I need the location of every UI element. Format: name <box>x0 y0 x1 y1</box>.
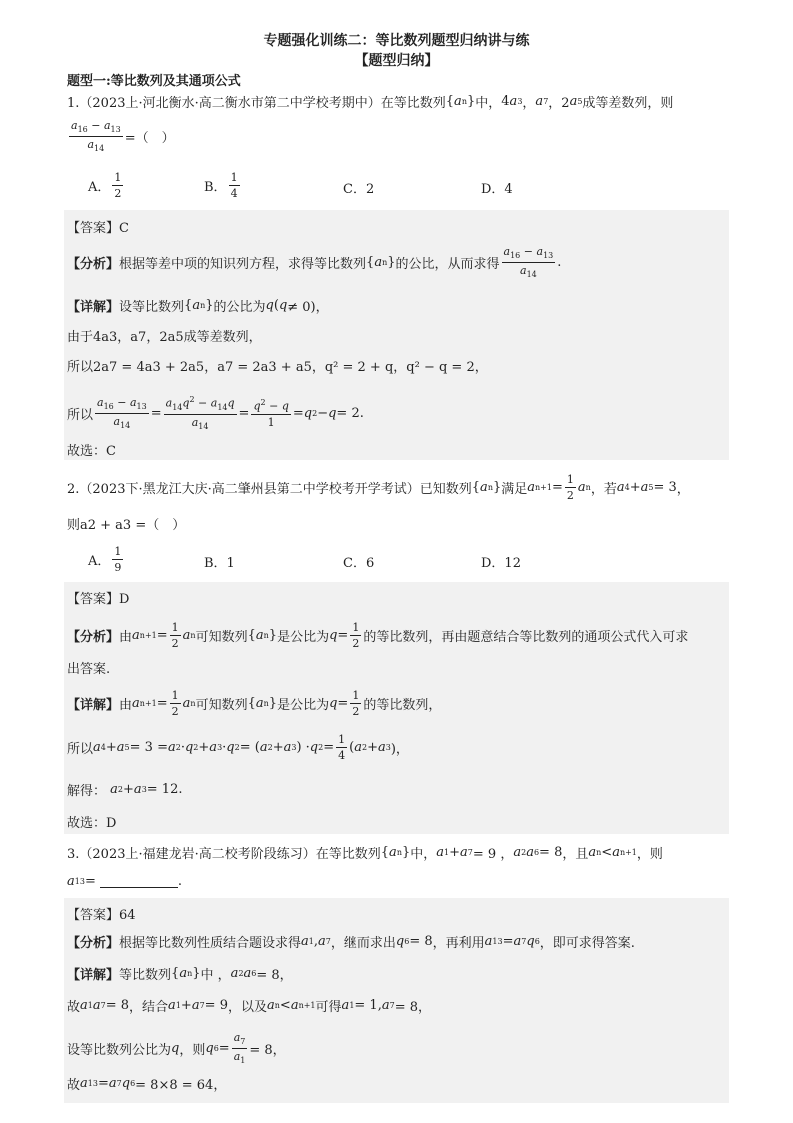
q2-detail-2: 所以 a 4 + a 5 = 3 = a 2 · q 2 + a 3 · q 2 = ( a 2 + a 3 ) · q 2 = $\frac{1}{4}$ ( a 2 + a 3 )， <box>67 733 409 762</box>
q2-answer: 【答案】D <box>67 592 130 607</box>
q3-detail-1: 【详解】 等比数列 { a n } 中 ， a 2 a 6 = 8， <box>67 966 293 983</box>
q2-detail-1: 【详解】 由 a n+1 = $\frac{1}{2}$ a n 可知数列 { a n } 是公比为 q = $\frac{1}{2}$ 的等比数列， <box>67 689 442 718</box>
q1-detail-4: 所以 $\frac{a_{16} - a_{13}}{a_{14}}$ = $\frac{a_{14}q^2 - a_{14}q}{a_{14}}$ = $\frac{q^2 - q}{1}$ = q 2 − q = 2. <box>67 395 364 432</box>
q3-detail-4: 故 a 13 = a 7 q 6 = 8×8 = 64， <box>67 1076 227 1093</box>
q3-stem-line2: a 13 = . <box>67 874 182 889</box>
q2-detail-3: 解得： a 2 + a 3 = 12. <box>67 782 183 799</box>
q3-detail-2: 故 a 1 a 7 = 8 ，结合 a 1 + a 7 = 9 ，以及 a n < a n+1 可得 a 1 = 1, a 7 = 8， <box>67 998 431 1015</box>
q1-analysis: 【分析】 根据等差中项的知识列方程，求得等比数列 { a n } 的公比，从而求得 $\frac{a_{16} - a_{13}}{a_{14}}$ . <box>67 245 562 280</box>
q3-blank[interactable] <box>100 875 178 888</box>
page-title: 专题强化训练二：等比数列题型归纳讲与练 <box>263 33 530 49</box>
q1-option-a: A． $\frac{1}{2}$ <box>88 171 122 200</box>
q2-stem-line2: 则a2 + a3 =（ ） <box>67 518 186 533</box>
q3-answer: 【答案】64 <box>67 908 136 923</box>
q3-analysis: 【分析】 根据等比数列性质结合题设求得 a 1 , a 7 ，继而求出 q 6 = 8 ，再利用 a 13 = a 7 q 6 ，即可求得答案. <box>67 934 635 951</box>
q1-stem: 1.（2023上·河北衡水·高二衡水市第二中学校考期中）在等比数列 { a n } 中， 4 a 3 ， a 7 ，2 a 5 成等差数列，则 <box>67 94 674 111</box>
q3-stem: 3.（2023上·福建龙岩·高二校考阶段练习）在等比数列 { a n } 中， a 1 + a 7 = 9 ， a 2 a 6 = 8 ，且 a n < a n+1 ，则 <box>67 845 663 862</box>
q1-option-c: C．2 <box>343 182 375 197</box>
q2-option-d: D．12 <box>481 556 521 571</box>
q1-conclusion: 故选：C <box>67 444 116 459</box>
q2-conclusion: 故选：D <box>67 816 117 831</box>
q1-detail-2: 由于4a3，a7，2a5成等差数列， <box>67 330 262 345</box>
page-subtitle: 【题型归纳】 <box>354 53 439 69</box>
section-heading: 题型一:等比数列及其通项公式 <box>67 74 241 89</box>
q1-answer: 【答案】C <box>67 221 129 236</box>
q2-stem: 2.（2023下·黑龙江大庆·高二肇州县第二中学校考开学考试）已知数列 { a n } 满足 a n+1 = $\frac{1}{2}$ a n ，若 a 4 + a 5 = 3 ， <box>67 473 690 502</box>
q1-detail-3: 所以2a7 = 4a3 + 2a5，a7 = 2a3 + a5，q² = 2 + q，q² − q = 2， <box>67 360 488 375</box>
q1-expression: $\frac{a_{16} - a_{13}}{a_{14}}$ =（ ） <box>71 119 175 154</box>
q1-detail-1: 【详解】 设等比数列 { a n } 的公比为 q ( q ≠ 0)， <box>67 298 329 315</box>
q2-analysis-line2: 出答案. <box>67 662 111 677</box>
q2-option-b: B．1 <box>204 556 235 571</box>
q2-option-a: A． $\frac{1}{9}$ <box>88 545 122 574</box>
q2-analysis: 【分析】 由 a n+1 = $\frac{1}{2}$ a n 可知数列 { a n } 是公比为 q = $\frac{1}{2}$ 的等比数列，再由题意结合等比数列的通项公式代入可求 <box>67 621 689 650</box>
q1-option-b: B． $\frac{1}{4}$ <box>204 171 238 200</box>
q3-detail-3: 设等比数列公比为 q ，则 q 6 = $\frac{a_7}{a_1}$ = 8， <box>67 1031 286 1066</box>
q2-option-c: C．6 <box>343 556 375 571</box>
q1-option-d: D．4 <box>481 182 513 197</box>
